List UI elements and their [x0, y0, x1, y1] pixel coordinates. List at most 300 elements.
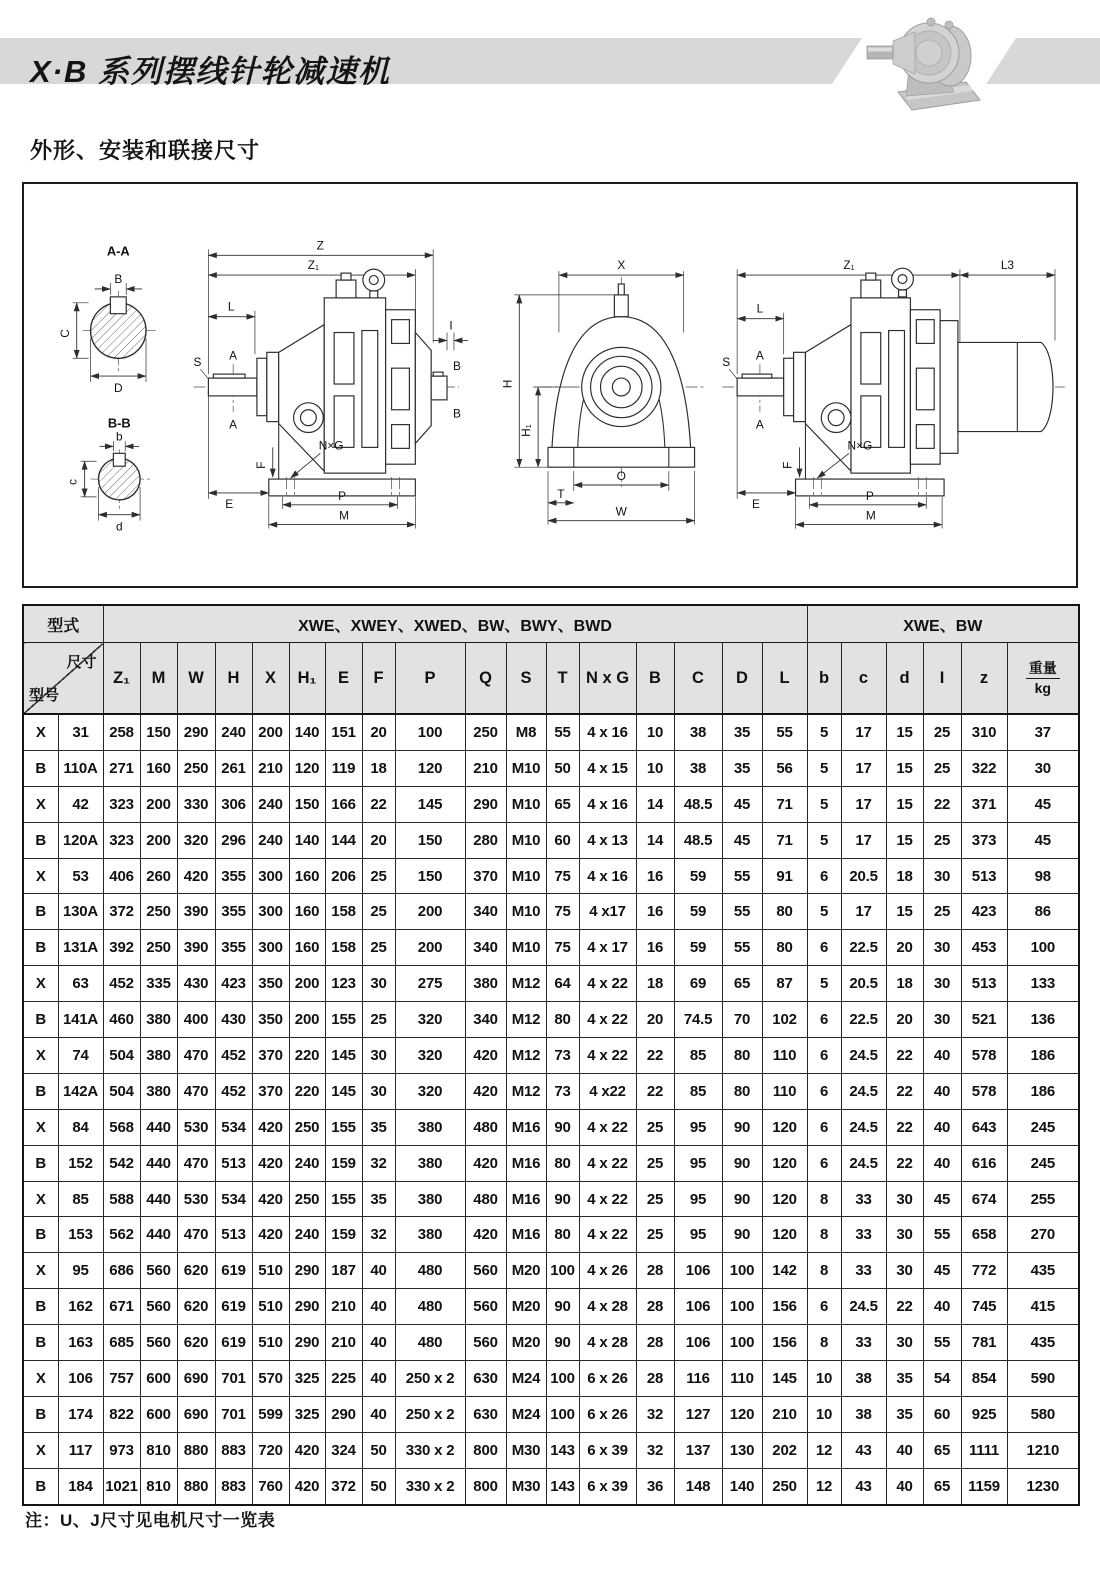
value-cell: 701 — [215, 1396, 252, 1432]
value-cell: 686 — [103, 1253, 140, 1289]
value-cell: 50 — [546, 750, 579, 786]
value-cell: 40 — [923, 1289, 961, 1325]
value-cell: 504 — [103, 1073, 140, 1109]
model-cell: 141A — [58, 1002, 103, 1038]
value-cell: 70 — [722, 1002, 762, 1038]
value-cell: 390 — [177, 894, 215, 930]
value-cell: 355 — [215, 930, 252, 966]
corner-label-size: 尺寸 — [66, 654, 97, 671]
value-cell: 255 — [1007, 1181, 1079, 1217]
value-cell: 440 — [140, 1181, 177, 1217]
value-cell: 64 — [546, 966, 579, 1002]
column-header-11: S — [506, 643, 546, 715]
value-cell: 32 — [636, 1396, 674, 1432]
value-cell: 643 — [961, 1109, 1007, 1145]
column-header-12: T — [546, 643, 579, 715]
value-cell: 24.5 — [841, 1289, 886, 1325]
value-cell: 145 — [325, 1038, 362, 1074]
value-cell: 20 — [636, 1002, 674, 1038]
value-cell: 760 — [252, 1468, 289, 1504]
value-cell: 100 — [546, 1361, 579, 1397]
value-cell: 30 — [886, 1253, 923, 1289]
label-S: S — [193, 355, 202, 370]
model-cell: 120A — [58, 822, 103, 858]
value-cell: M12 — [506, 966, 546, 1002]
value-cell: 800 — [465, 1468, 506, 1504]
table-row — [23, 714, 1079, 750]
value-cell: 510 — [252, 1253, 289, 1289]
value-cell: 800 — [465, 1432, 506, 1468]
dim-label-H: H — [500, 379, 515, 389]
series-cell: X — [23, 1109, 58, 1145]
value-cell: 16 — [636, 894, 674, 930]
value-cell: 674 — [961, 1181, 1007, 1217]
value-cell: 355 — [215, 858, 252, 894]
value-cell: 420 — [252, 1109, 289, 1145]
value-cell: 570 — [252, 1361, 289, 1397]
dim-label-H1: H₁ — [519, 424, 534, 437]
value-cell: 290 — [177, 714, 215, 750]
value-cell: 380 — [395, 1181, 465, 1217]
model-cell: 110A — [58, 750, 103, 786]
value-cell: 106 — [674, 1289, 722, 1325]
value-cell: 17 — [841, 894, 886, 930]
value-cell: 140 — [289, 822, 325, 858]
value-cell: 578 — [961, 1073, 1007, 1109]
model-cell: 142A — [58, 1073, 103, 1109]
value-cell: 420 — [252, 1181, 289, 1217]
value-cell: 90 — [546, 1109, 579, 1145]
value-cell: 400 — [177, 1002, 215, 1038]
value-cell: M16 — [506, 1181, 546, 1217]
value-cell: 480 — [465, 1181, 506, 1217]
value-cell: 18 — [886, 966, 923, 1002]
value-cell: 373 — [961, 822, 1007, 858]
value-cell: 24.5 — [841, 1073, 886, 1109]
value-cell: 560 — [140, 1289, 177, 1325]
value-cell: 290 — [465, 786, 506, 822]
value-cell: 420 — [289, 1432, 325, 1468]
column-header-3: W — [177, 643, 215, 715]
value-cell: 370 — [252, 1038, 289, 1074]
value-cell: 440 — [140, 1145, 177, 1181]
value-cell: 148 — [674, 1468, 722, 1504]
value-cell: 56 — [762, 750, 807, 786]
corner-label-model: 型号 — [29, 687, 60, 704]
value-cell: 420 — [465, 1145, 506, 1181]
dim-label-W: W — [615, 504, 627, 519]
label-A-top: A — [229, 348, 238, 363]
value-cell: 40 — [362, 1396, 395, 1432]
value-cell: 75 — [546, 858, 579, 894]
column-header-20: d — [886, 643, 923, 715]
dim-label-E-2: E — [751, 496, 760, 511]
value-cell: 54 — [923, 1361, 961, 1397]
column-header-13: N x G — [579, 643, 636, 715]
value-cell: 6 — [807, 1073, 841, 1109]
group-header-xwe-bw: XWE、BW — [807, 605, 1079, 643]
value-cell: 4 x 22 — [579, 966, 636, 1002]
value-cell: 100 — [395, 714, 465, 750]
value-cell: 619 — [215, 1289, 252, 1325]
value-cell: 22.5 — [841, 930, 886, 966]
value-cell: 323 — [103, 822, 140, 858]
value-cell: 620 — [177, 1253, 215, 1289]
value-cell: 22 — [886, 1109, 923, 1145]
value-cell: 32 — [362, 1217, 395, 1253]
value-cell: 28 — [636, 1253, 674, 1289]
value-cell: 100 — [546, 1396, 579, 1432]
value-cell: 25 — [923, 750, 961, 786]
value-cell: 30 — [886, 1181, 923, 1217]
model-cell: 53 — [58, 858, 103, 894]
value-cell: 560 — [140, 1253, 177, 1289]
value-cell: 100 — [546, 1253, 579, 1289]
value-cell: 25 — [923, 714, 961, 750]
value-cell: 883 — [215, 1468, 252, 1504]
value-cell: 80 — [722, 1073, 762, 1109]
value-cell: 370 — [252, 1073, 289, 1109]
value-cell: 15 — [886, 750, 923, 786]
value-cell: 150 — [395, 822, 465, 858]
value-cell: 38 — [674, 714, 722, 750]
value-cell: 4 x 28 — [579, 1325, 636, 1361]
series-cell: B — [23, 750, 58, 786]
value-cell: 144 — [325, 822, 362, 858]
series-cell: B — [23, 1325, 58, 1361]
value-cell: 150 — [289, 786, 325, 822]
value-cell: 350 — [252, 1002, 289, 1038]
value-cell: 151 — [325, 714, 362, 750]
column-header-9: P — [395, 643, 465, 715]
value-cell: 4 x 22 — [579, 1109, 636, 1145]
value-cell: 225 — [325, 1361, 362, 1397]
value-cell: 38 — [674, 750, 722, 786]
value-cell: 25 — [923, 822, 961, 858]
value-cell: 36 — [636, 1468, 674, 1504]
value-cell: 22 — [636, 1073, 674, 1109]
value-cell: 340 — [465, 930, 506, 966]
value-cell: 530 — [177, 1181, 215, 1217]
value-cell: M10 — [506, 858, 546, 894]
value-cell: 143 — [546, 1432, 579, 1468]
value-cell: 28 — [636, 1325, 674, 1361]
value-cell: 320 — [395, 1073, 465, 1109]
value-cell: 32 — [362, 1145, 395, 1181]
column-header-6: H₁ — [289, 643, 325, 715]
value-cell: 48.5 — [674, 786, 722, 822]
value-cell: 200 — [140, 786, 177, 822]
column-header-19: c — [841, 643, 886, 715]
value-cell: M30 — [506, 1432, 546, 1468]
value-cell: 59 — [674, 930, 722, 966]
value-cell: 560 — [465, 1325, 506, 1361]
value-cell: 440 — [140, 1109, 177, 1145]
value-cell: 588 — [103, 1181, 140, 1217]
value-cell: 120 — [289, 750, 325, 786]
value-cell: 48.5 — [674, 822, 722, 858]
value-cell: 186 — [1007, 1038, 1079, 1074]
table-row — [23, 1253, 1079, 1289]
value-cell: M16 — [506, 1109, 546, 1145]
value-cell: 200 — [289, 966, 325, 1002]
value-cell: 22 — [362, 786, 395, 822]
value-cell: 5 — [807, 714, 841, 750]
value-cell: 33 — [841, 1253, 886, 1289]
value-cell: 90 — [722, 1217, 762, 1253]
value-cell: 33 — [841, 1217, 886, 1253]
dim-label-E: E — [225, 496, 234, 511]
value-cell: 73 — [546, 1073, 579, 1109]
section-aa-view — [58, 243, 156, 395]
series-cell: X — [23, 858, 58, 894]
value-cell: 80 — [762, 930, 807, 966]
dim-label-D: D — [114, 380, 123, 395]
value-cell: 73 — [546, 1038, 579, 1074]
value-cell: 80 — [762, 894, 807, 930]
value-cell: 155 — [325, 1002, 362, 1038]
value-cell: M16 — [506, 1145, 546, 1181]
value-cell: 22 — [886, 1145, 923, 1181]
value-cell: 250 x 2 — [395, 1361, 465, 1397]
section-aa-title: A-A — [106, 243, 130, 259]
table-row — [23, 1109, 1079, 1145]
value-cell: 568 — [103, 1109, 140, 1145]
value-cell: 200 — [395, 894, 465, 930]
value-cell: 20 — [362, 822, 395, 858]
value-cell: 155 — [325, 1109, 362, 1145]
value-cell: 40 — [362, 1361, 395, 1397]
value-cell: 4 x 16 — [579, 714, 636, 750]
value-cell: 420 — [465, 1217, 506, 1253]
value-cell: 120 — [762, 1145, 807, 1181]
value-cell: 390 — [177, 930, 215, 966]
value-cell: 10 — [807, 1396, 841, 1432]
value-cell: 35 — [362, 1109, 395, 1145]
value-cell: 4 x 17 — [579, 930, 636, 966]
value-cell: 160 — [289, 930, 325, 966]
value-cell: 8 — [807, 1253, 841, 1289]
value-cell: 619 — [215, 1253, 252, 1289]
value-cell: 330 — [177, 786, 215, 822]
column-header-21: I — [923, 643, 961, 715]
value-cell: 45 — [923, 1253, 961, 1289]
value-cell: 470 — [177, 1073, 215, 1109]
value-cell: 370 — [465, 858, 506, 894]
table-row — [23, 894, 1079, 930]
value-cell: 55 — [923, 1217, 961, 1253]
table-body — [23, 714, 1079, 1505]
value-cell: 330 x 2 — [395, 1468, 465, 1504]
value-cell: 560 — [140, 1325, 177, 1361]
value-cell: 8 — [807, 1325, 841, 1361]
model-cell: 174 — [58, 1396, 103, 1432]
value-cell: 8 — [807, 1181, 841, 1217]
value-cell: 430 — [177, 966, 215, 1002]
value-cell: 140 — [289, 714, 325, 750]
value-cell: 24.5 — [841, 1109, 886, 1145]
table-row — [23, 1002, 1079, 1038]
value-cell: 210 — [325, 1325, 362, 1361]
value-cell: 6 — [807, 930, 841, 966]
value-cell: M12 — [506, 1002, 546, 1038]
column-header-weight — [1007, 643, 1079, 715]
series-cell: X — [23, 966, 58, 1002]
value-cell: 380 — [395, 1145, 465, 1181]
value-cell: M10 — [506, 750, 546, 786]
value-cell: 75 — [546, 930, 579, 966]
value-cell: 86 — [1007, 894, 1079, 930]
value-cell: 6 — [807, 1289, 841, 1325]
value-cell: 158 — [325, 930, 362, 966]
value-cell: 30 — [886, 1217, 923, 1253]
value-cell: 245 — [1007, 1145, 1079, 1181]
value-cell: 4 x 16 — [579, 858, 636, 894]
value-cell: 60 — [923, 1396, 961, 1432]
value-cell: 210 — [252, 750, 289, 786]
value-cell: 98 — [1007, 858, 1079, 894]
value-cell: 18 — [886, 858, 923, 894]
value-cell: 18 — [362, 750, 395, 786]
value-cell: 275 — [395, 966, 465, 1002]
label-S-2: S — [722, 355, 731, 370]
column-header-18: b — [807, 643, 841, 715]
value-cell: 20 — [886, 930, 923, 966]
dim-label-NxG: N×G — [318, 438, 344, 453]
value-cell: 6 — [807, 1109, 841, 1145]
table-row — [23, 750, 1079, 786]
value-cell: 324 — [325, 1432, 362, 1468]
value-cell: 16 — [636, 930, 674, 966]
value-cell: 14 — [636, 786, 674, 822]
column-header-10: Q — [465, 643, 506, 715]
value-cell: 250 — [465, 714, 506, 750]
table-column-header-row — [23, 643, 1079, 715]
value-cell: 6 x 26 — [579, 1396, 636, 1432]
value-cell: 95 — [674, 1217, 722, 1253]
series-cell: B — [23, 894, 58, 930]
value-cell: 240 — [252, 786, 289, 822]
value-cell: 810 — [140, 1432, 177, 1468]
value-cell: 440 — [140, 1217, 177, 1253]
value-cell: 45 — [1007, 786, 1079, 822]
value-cell: 6 x 39 — [579, 1468, 636, 1504]
value-cell: 166 — [325, 786, 362, 822]
series-cell: X — [23, 1181, 58, 1217]
value-cell: 250 — [762, 1468, 807, 1504]
value-cell: 75 — [546, 894, 579, 930]
value-cell: 100 — [722, 1289, 762, 1325]
value-cell: 200 — [140, 822, 177, 858]
value-cell: 59 — [674, 858, 722, 894]
value-cell: 40 — [362, 1289, 395, 1325]
value-cell: 110 — [722, 1361, 762, 1397]
model-cell: 95 — [58, 1253, 103, 1289]
value-cell: 250 — [140, 930, 177, 966]
value-cell: 35 — [722, 750, 762, 786]
table-row — [23, 1325, 1079, 1361]
value-cell: 55 — [923, 1325, 961, 1361]
value-cell: 65 — [722, 966, 762, 1002]
value-cell: 15 — [886, 714, 923, 750]
table-row — [23, 786, 1079, 822]
series-cell: B — [23, 1145, 58, 1181]
value-cell: 480 — [395, 1253, 465, 1289]
value-cell: 325 — [289, 1361, 325, 1397]
value-cell: 510 — [252, 1325, 289, 1361]
value-cell: 270 — [1007, 1217, 1079, 1253]
model-cell: 184 — [58, 1468, 103, 1504]
value-cell: 510 — [252, 1289, 289, 1325]
value-cell: 210 — [465, 750, 506, 786]
value-cell: 513 — [215, 1145, 252, 1181]
value-cell: 296 — [215, 822, 252, 858]
value-cell: 200 — [289, 1002, 325, 1038]
value-cell: 35 — [722, 714, 762, 750]
value-cell: 658 — [961, 1217, 1007, 1253]
value-cell: 65 — [546, 786, 579, 822]
value-cell: 156 — [762, 1325, 807, 1361]
value-cell: 6 — [807, 1002, 841, 1038]
value-cell: 372 — [103, 894, 140, 930]
value-cell: 4 x 22 — [579, 1145, 636, 1181]
value-cell: 10 — [636, 750, 674, 786]
value-cell: 35 — [362, 1181, 395, 1217]
value-cell: 55 — [546, 714, 579, 750]
value-cell: 40 — [923, 1109, 961, 1145]
value-cell: 423 — [961, 894, 1007, 930]
value-cell: 85 — [674, 1073, 722, 1109]
value-cell: 772 — [961, 1253, 1007, 1289]
value-cell: 415 — [1007, 1289, 1079, 1325]
value-cell: 25 — [362, 1002, 395, 1038]
value-cell: 600 — [140, 1396, 177, 1432]
value-cell: 5 — [807, 894, 841, 930]
series-cell: X — [23, 1038, 58, 1074]
value-cell: 25 — [636, 1145, 674, 1181]
value-cell: 71 — [762, 822, 807, 858]
value-cell: 119 — [325, 750, 362, 786]
value-cell: 127 — [674, 1396, 722, 1432]
product-photo — [860, 8, 988, 112]
value-cell: 250 — [289, 1181, 325, 1217]
dim-label-L3: L3 — [1000, 258, 1015, 273]
value-cell: 200 — [252, 714, 289, 750]
value-cell: 521 — [961, 1002, 1007, 1038]
value-cell: 142 — [762, 1253, 807, 1289]
value-cell: 24.5 — [841, 1145, 886, 1181]
value-cell: 12 — [807, 1468, 841, 1504]
value-cell: 1159 — [961, 1468, 1007, 1504]
value-cell: 17 — [841, 714, 886, 750]
value-cell: 80 — [546, 1002, 579, 1038]
dimension-table — [22, 604, 1080, 1506]
value-cell: 452 — [215, 1073, 252, 1109]
table-row — [23, 858, 1079, 894]
value-cell: 323 — [103, 786, 140, 822]
value-cell: 71 — [762, 786, 807, 822]
value-cell: 22 — [886, 1289, 923, 1325]
value-cell: 120 — [762, 1109, 807, 1145]
series-cell: B — [23, 1073, 58, 1109]
value-cell: 250 — [140, 894, 177, 930]
section-heading: 外形、安装和联接尺寸 — [30, 138, 261, 163]
value-cell: 22 — [636, 1038, 674, 1074]
value-cell: 74.5 — [674, 1002, 722, 1038]
value-cell: 65 — [923, 1468, 961, 1504]
dim-label-O: O — [616, 469, 626, 484]
value-cell: 91 — [762, 858, 807, 894]
